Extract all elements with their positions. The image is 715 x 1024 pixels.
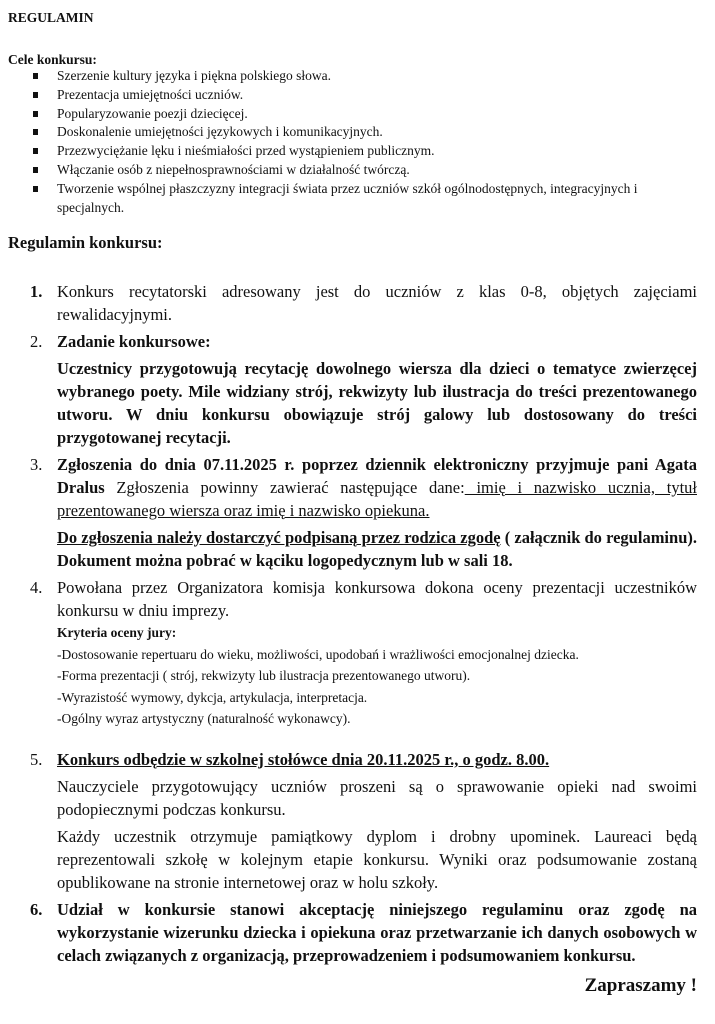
goal-item: Włączanie osób z niepełnosprawnościami w działalność twórczą.: [30, 161, 700, 180]
document-title: REGULAMIN: [8, 10, 94, 25]
rule-item-3: [30, 453, 697, 572]
criteria-item: -Wyrazistość wymowy, dykcja, artykulacja, interpretacja.: [57, 689, 368, 705]
rule-number: 2.: [30, 332, 43, 351]
criteria-heading: Kryteria oceny jury:: [57, 625, 177, 640]
rule-number: 4.: [30, 578, 43, 597]
required-data: imię i nazwisko ucznia, tytuł prezentowanego wiersza oraz imię i nazwisko opiekuna.: [57, 478, 697, 520]
jury-criteria: [30, 622, 697, 730]
rule-item-4: [30, 576, 697, 622]
rule-heading: Zadanie konkursowe:: [57, 332, 211, 351]
goal-item: Przezwyciężanie lęku i nieśmiałości przed wystąpieniem publicznym.: [30, 142, 700, 161]
rule-text: Powołana przez Organizatora komisja konkursowa dokona oceny prezentacji uczestników konkursu w dniu imprezy.: [57, 578, 697, 620]
rule-text: Zgłoszenia powinny zawierać następujące dane:: [104, 478, 465, 497]
square-bullet-icon: [33, 111, 38, 117]
closing-invitation: Zapraszamy !: [584, 975, 697, 996]
rule-text: Udział w konkursie stanowi akceptację niniejszego regulaminu oraz zgodę na wykorzystanie wizerunku dziecka i opiekuna oraz przetwarzanie ich danych osobowych w celach związanych z organizacją, przeprowadzeniem i podsumowaniem konkursu.: [57, 899, 697, 965]
rule-number: 3.: [30, 455, 43, 474]
rule-item-5: [30, 748, 697, 894]
square-bullet-icon: [33, 92, 38, 98]
goal-item: Tworzenie wspólnej płaszczyzny integracji świata przez uczniów szkół ogólnodostępnych, integracyjnych i specjalnych.: [30, 180, 700, 218]
goal-item: Popularyzowanie poezji dziecięcej.: [30, 105, 700, 124]
square-bullet-icon: [33, 167, 38, 173]
awards-note: Każdy uczestnik otrzymuje pamiątkowy dyplom i drobny upominek. Laureaci będą reprezentowali szkołę w kolejnym etapie konkursu. Wyniki oraz podsumowanie zostaną opublikowane na stronie internetowej oraz w holu szkoły.: [57, 826, 697, 892]
consent-requirement: Do zgłoszenia należy dostarczyć podpisaną przez rodzica zgodę: [57, 528, 501, 547]
event-date-location: Konkurs odbędzie w szkolnej stołówce dnia 20.11.2025 r., o godz. 8.00.: [57, 749, 550, 769]
rule-number: 6.: [30, 899, 43, 919]
square-bullet-icon: [33, 186, 38, 192]
consent-details: ( załącznik do regulaminu). Dokument można pobrać w kąciku logopedycznym lub w sali 18.: [57, 528, 697, 570]
rules-list: [30, 280, 697, 967]
goal-item: Szerzenie kultury języka i piękna polskiego słowa.: [30, 67, 700, 86]
square-bullet-icon: [33, 129, 38, 135]
square-bullet-icon: [33, 73, 38, 79]
criteria-item: -Forma prezentacji ( strój, rekwizyty lub ilustracja prezentowanego utworu).: [57, 668, 471, 684]
goal-item: Prezentacja umiejętności uczniów.: [30, 86, 700, 105]
square-bullet-icon: [33, 148, 38, 154]
rule-item-1: [30, 280, 697, 326]
rule-item-2: [30, 330, 697, 449]
goal-item: Doskonalenie umiejętności językowych i komunikacyjnych.: [30, 123, 700, 142]
rule-item-6: [30, 898, 697, 967]
criteria-item: -Dostosowanie repertuaru do wieku, możliwości, upodobań i wrażliwości emocjonalnej dziecka.: [57, 646, 579, 662]
teachers-note: Nauczyciele przygotowujący uczniów proszeni są o sprawowanie opieki nad swoimi podopiecznymi podczas konkursu.: [57, 776, 697, 819]
goals-list: [30, 67, 700, 217]
rule-number: 5.: [30, 749, 43, 769]
submission-deadline: Zgłoszenia do dnia 07.11.2025 r. poprzez dziennik elektroniczny przyjmuje pani Agata Dralus: [57, 455, 697, 497]
rule-number: 1.: [30, 282, 43, 301]
rule-text: Uczestnicy przygotowują recytację dowolnego wiersza dla dzieci o tematyce zwierzęcej wybranego poety. Mile widziany strój, rekwizyty lub ilustracja do treści prezentowanego utworu. W dniu konkursu obowiązuje strój galowy lub dostosowany do treści przygotowanej recytacji.: [57, 359, 697, 447]
rule-text: Konkurs recytatorski adresowany jest do uczniów z klas 0-8, objętych zajęciami rewalidacyjnymi.: [57, 282, 697, 324]
rules-heading: Regulamin konkursu:: [8, 233, 163, 252]
criteria-item: -Ogólny wyraz artystyczny (naturalność wykonawcy).: [57, 711, 351, 727]
goals-heading: Cele konkursu:: [8, 52, 97, 67]
